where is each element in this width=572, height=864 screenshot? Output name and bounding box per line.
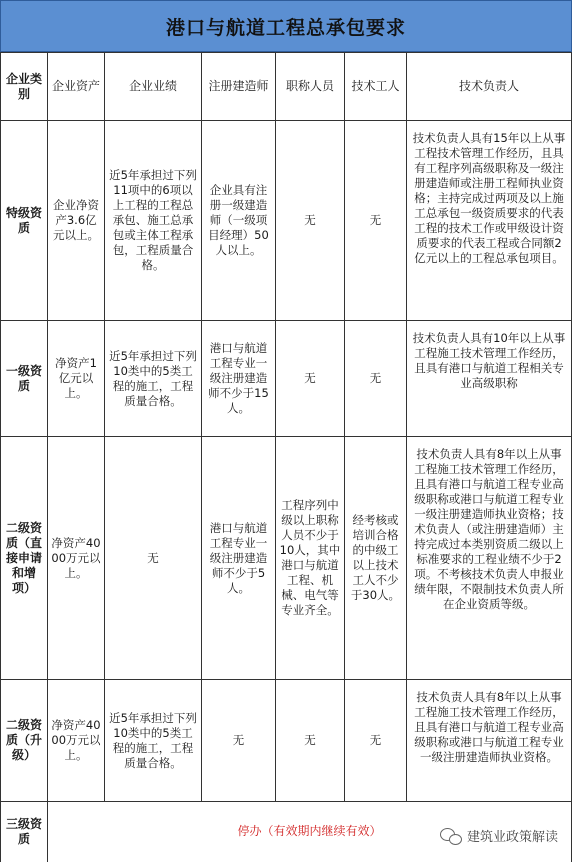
requirements-table bbox=[0, 52, 572, 862]
row-tech-lead: 技术负责人具有8年以上从事工程施工技术管理工作经历，且具有港口与航道工程专业高级职称或港口与航道工程专业一级注册建造师执业资格；技术负责人（或注册建造师）主持完成过本类别资质二级以上标准要求的工程业绩不少于2项。不考核技术负责人申报业绩年限，不限制技术负责人所在企业资质等级。 bbox=[407, 437, 572, 680]
row-workers: 经考核或培训合格的中级工以上技术工人不少于30人。 bbox=[345, 437, 407, 680]
row-builders: 港口与航道工程专业一级注册建造师不少于5人。 bbox=[202, 437, 276, 680]
row-builders: 无 bbox=[202, 680, 276, 802]
row-assets: 净资产4000万元以上。 bbox=[48, 680, 105, 802]
row-assets: 净资产4000万元以上。 bbox=[48, 437, 105, 680]
watermark-text: 建筑业政策解读 bbox=[466, 830, 558, 845]
row-assets: 净资产1亿元以上。 bbox=[48, 321, 105, 437]
header-builders: 注册建造师 bbox=[202, 53, 276, 121]
suspended-note: 停办（有效期内继续有效） bbox=[237, 824, 382, 839]
row-workers: 无 bbox=[345, 321, 407, 437]
row-tech-lead: 技术负责人具有8年以上从事工程施工技术管理工作经历，且具有港口与航道工程专业高级职称或港口与航道工程专业一级注册建造师执业资格。 bbox=[407, 680, 572, 802]
watermark bbox=[440, 826, 558, 845]
row-builders: 企业具有注册一级建造师（一级项目经理）50人以上。 bbox=[202, 121, 276, 321]
table-row bbox=[1, 321, 572, 437]
row-category: 三级资质 bbox=[1, 802, 48, 862]
row-performance: 近5年承担过下列10类中的5类工程的施工，工程质量合格。 bbox=[105, 321, 202, 437]
row-category: 二级资质（升级） bbox=[1, 680, 48, 802]
row-workers: 无 bbox=[345, 680, 407, 802]
row-performance: 无 bbox=[105, 437, 202, 680]
header-performance: 企业业绩 bbox=[105, 53, 202, 121]
row-performance: 近5年承担过下列10类中的5类工程的施工，工程质量合格。 bbox=[105, 680, 202, 802]
row-builders: 港口与航道工程专业一级注册建造师不少于15人。 bbox=[202, 321, 276, 437]
row-tech-lead: 技术负责人具有10年以上从事工程施工技术管理工作经历，且具有港口与航道工程相关专业高级职称 bbox=[407, 321, 572, 437]
row-tech-lead: 技术负责人具有15年以上从事工程技术管理工作经历，且具有工程序列高级职称及一级注册建造师或注册工程师执业资格；主持完成过两项及以上施工总承包一级资质要求的代表工程的技术工作或甲级设计资质要求的代表工程或合同额2亿元以上的工程总承包项目。 bbox=[407, 121, 572, 321]
table-row bbox=[1, 437, 572, 680]
row-titled-staff: 工程序列中级以上职称人员不少于10人，其中港口与航道工程、机械、电气等专业齐全。 bbox=[276, 437, 345, 680]
page-title: 港口与航道工程总承包要求 bbox=[0, 0, 572, 52]
table-row bbox=[1, 680, 572, 802]
header-assets: 企业资产 bbox=[48, 53, 105, 121]
header-workers: 技术工人 bbox=[345, 53, 407, 121]
row-workers: 无 bbox=[345, 121, 407, 321]
header-row bbox=[1, 53, 572, 121]
row-titled-staff: 无 bbox=[276, 121, 345, 321]
table-row bbox=[1, 121, 572, 321]
header-category: 企业类别 bbox=[1, 53, 48, 121]
row-titled-staff: 无 bbox=[276, 680, 345, 802]
header-titled-staff: 职称人员 bbox=[276, 53, 345, 121]
row-category: 二级资质（直接申请和增项） bbox=[1, 437, 48, 680]
row-category: 一级资质 bbox=[1, 321, 48, 437]
header-tech-lead: 技术负责人 bbox=[407, 53, 572, 121]
row-category: 特级资质 bbox=[1, 121, 48, 321]
row-titled-staff: 无 bbox=[276, 321, 345, 437]
row-performance: 近5年承担过下列11项中的6项以上工程的工程总承包、施工总承包或主体工程承包，工程质量合格。 bbox=[105, 121, 202, 321]
wechat-icon bbox=[440, 827, 462, 845]
row-assets: 企业净资产3.6亿元以上。 bbox=[48, 121, 105, 321]
